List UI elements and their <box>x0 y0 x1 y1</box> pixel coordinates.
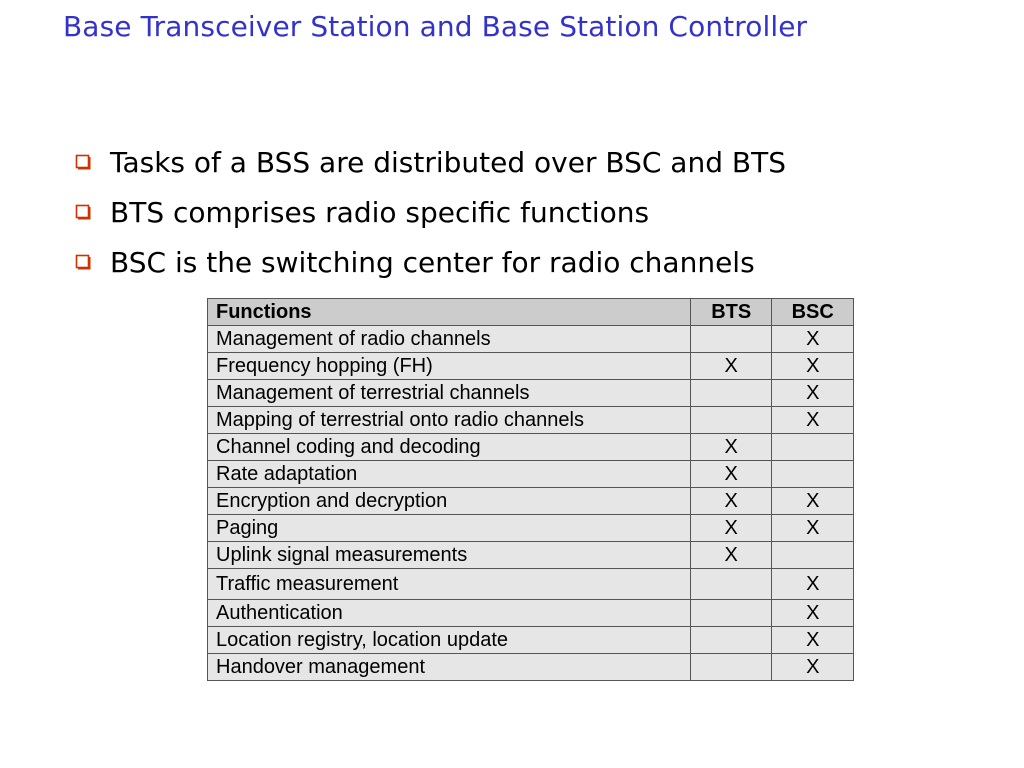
table-row <box>208 488 854 515</box>
functions-table <box>207 298 854 681</box>
bsc-cell: X <box>772 654 854 681</box>
bullet-text: BTS comprises radio specific functions <box>110 196 650 229</box>
function-cell: Encryption and decryption <box>208 488 691 515</box>
function-cell: Channel coding and decoding <box>208 434 691 461</box>
bts-cell <box>690 569 772 600</box>
bts-cell: X <box>690 434 772 461</box>
bts-cell <box>690 627 772 654</box>
bts-cell: X <box>690 488 772 515</box>
function-cell: Management of radio channels <box>208 326 691 353</box>
bts-cell <box>690 654 772 681</box>
table-row <box>208 515 854 542</box>
bts-cell <box>690 380 772 407</box>
table-row <box>208 654 854 681</box>
table-row <box>208 542 854 569</box>
bts-cell: X <box>690 542 772 569</box>
bts-cell: X <box>690 461 772 488</box>
bullet-item <box>72 138 786 188</box>
header-bsc: BSC <box>772 299 854 326</box>
table-row <box>208 569 854 600</box>
table-row <box>208 434 854 461</box>
hollow-square-bullet-icon <box>75 154 93 172</box>
slide-title: Base Transceiver Station and Base Station Controller <box>63 10 808 43</box>
function-cell: Mapping of terrestrial onto radio channels <box>208 407 691 434</box>
hollow-square-bullet-icon <box>75 204 93 222</box>
bsc-cell: X <box>772 627 854 654</box>
bullet-item <box>72 188 786 238</box>
function-cell: Authentication <box>208 600 691 627</box>
bullet-text: BSC is the switching center for radio channels <box>110 246 755 279</box>
table-row <box>208 627 854 654</box>
table-header-row <box>208 299 854 326</box>
function-cell: Frequency hopping (FH) <box>208 353 691 380</box>
function-cell: Handover management <box>208 654 691 681</box>
bsc-cell: X <box>772 488 854 515</box>
header-bts: BTS <box>690 299 772 326</box>
table-row <box>208 353 854 380</box>
bts-cell: X <box>690 515 772 542</box>
table-row <box>208 380 854 407</box>
bsc-cell: X <box>772 380 854 407</box>
bts-cell <box>690 326 772 353</box>
bsc-cell <box>772 461 854 488</box>
bts-cell: X <box>690 353 772 380</box>
table-row <box>208 407 854 434</box>
table-row <box>208 600 854 627</box>
bullet-text: Tasks of a BSS are distributed over BSC and BTS <box>110 146 786 179</box>
hollow-square-bullet-icon <box>75 254 93 272</box>
bullet-list <box>72 138 786 288</box>
bsc-cell: X <box>772 353 854 380</box>
bsc-cell: X <box>772 407 854 434</box>
bts-cell <box>690 407 772 434</box>
bts-cell <box>690 600 772 627</box>
bsc-cell: X <box>772 326 854 353</box>
function-cell: Traffic measurement <box>208 569 691 600</box>
bsc-cell: X <box>772 569 854 600</box>
bullet-item <box>72 238 786 288</box>
function-cell: Rate adaptation <box>208 461 691 488</box>
function-cell: Location registry, location update <box>208 627 691 654</box>
bsc-cell: X <box>772 600 854 627</box>
header-functions: Functions <box>208 299 691 326</box>
bsc-cell <box>772 542 854 569</box>
function-cell: Paging <box>208 515 691 542</box>
function-cell: Uplink signal measurements <box>208 542 691 569</box>
bsc-cell: X <box>772 515 854 542</box>
table-row <box>208 461 854 488</box>
table-row <box>208 326 854 353</box>
bsc-cell <box>772 434 854 461</box>
function-cell: Management of terrestrial channels <box>208 380 691 407</box>
